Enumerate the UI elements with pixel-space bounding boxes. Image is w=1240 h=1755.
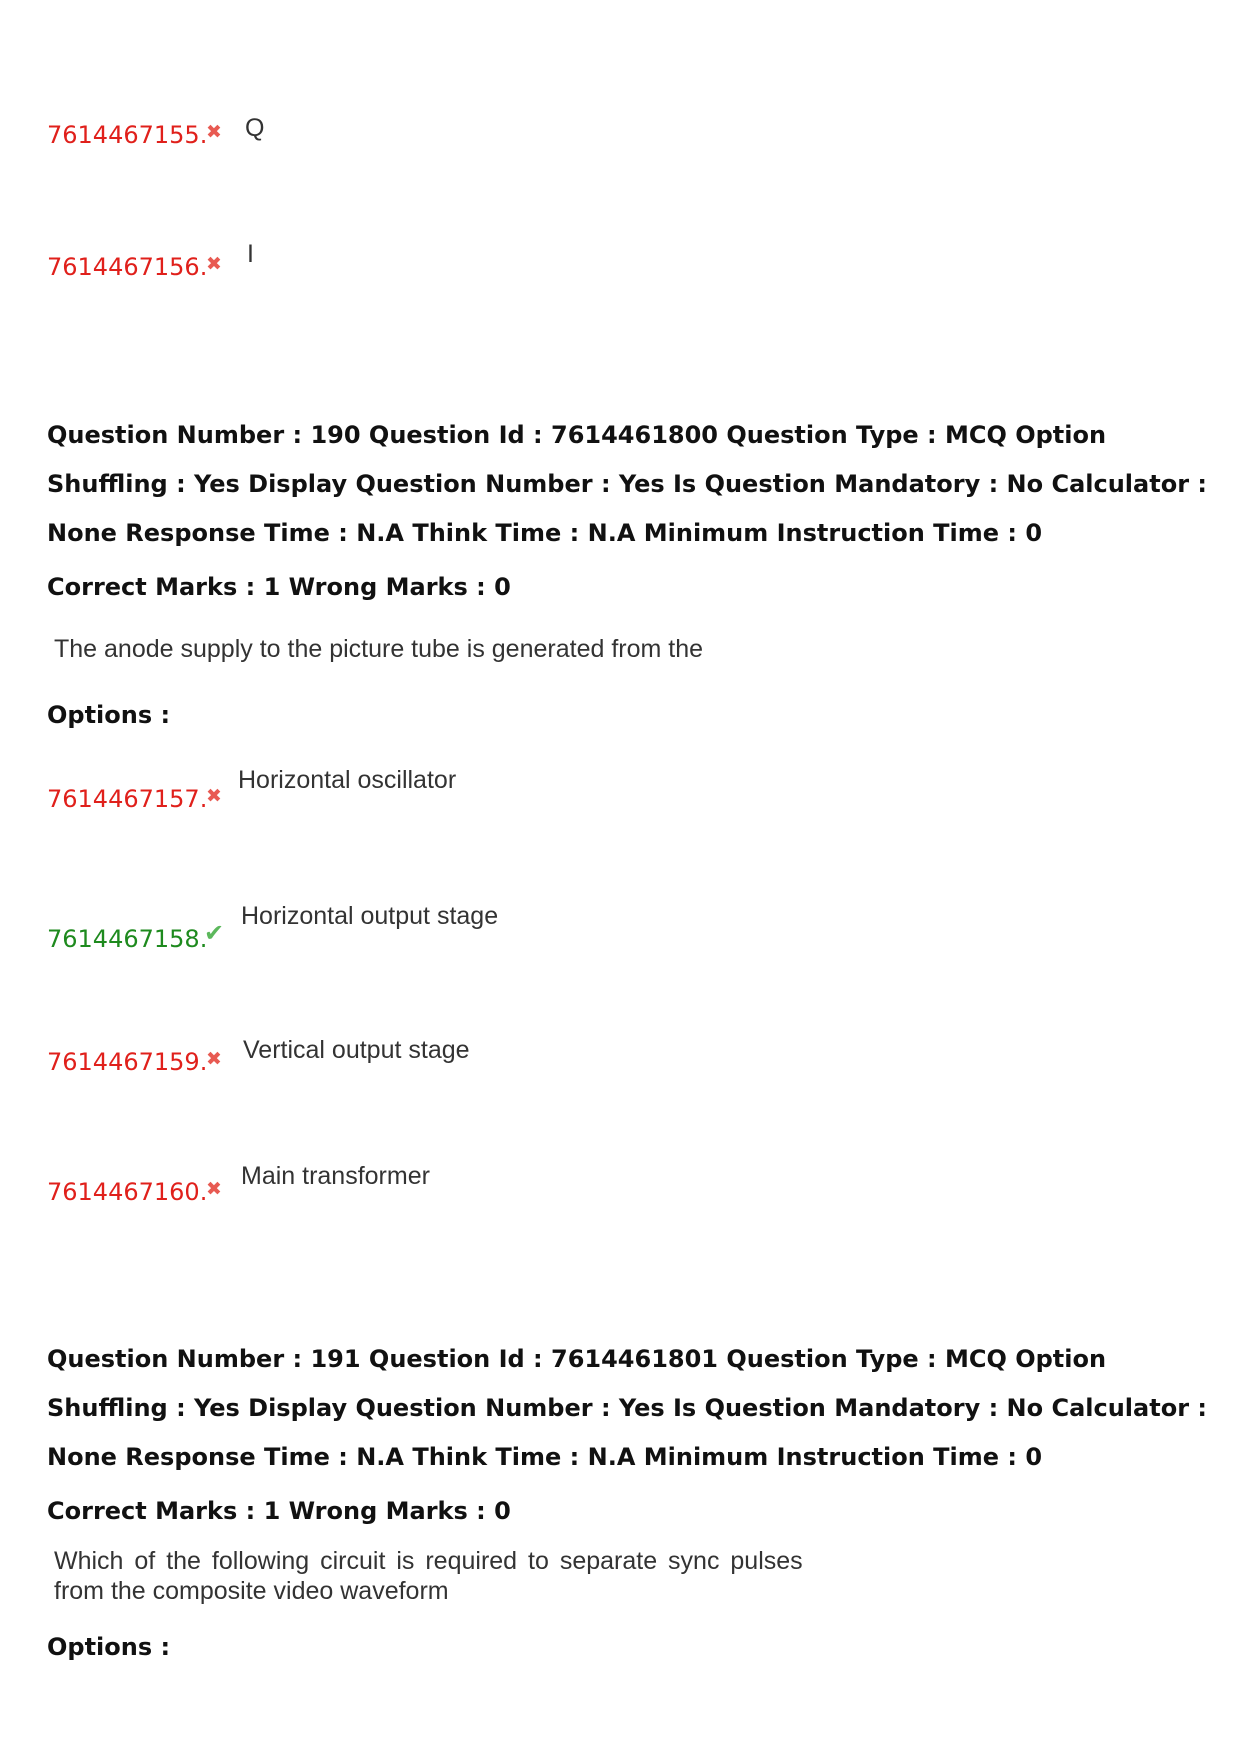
cross-icon: ✖ (206, 253, 222, 275)
cross-icon: ✖ (206, 1048, 222, 1070)
check-icon: ✔ (204, 919, 225, 947)
question-meta: Question Number : 190 Question Id : 7614461800 Question Type : MCQ Option Shuffling : Yes Display Question Number : Yes Is Question Mandatory : No Calculator : None Response Time : N.A Think Time : N.A Minimum Instruction Time : 0 (47, 421, 1207, 547)
option-text: I (247, 240, 254, 268)
option-id: 7614467157. (47, 785, 208, 813)
cross-icon: ✖ (206, 1178, 222, 1200)
options-label: Options : (47, 1633, 171, 1661)
option-id: 7614467159. (47, 1048, 208, 1076)
option-id: 7614467158. (47, 925, 208, 953)
option-text: Vertical output stage (243, 1036, 470, 1064)
options-label: Options : (47, 701, 171, 729)
question-marks: Correct Marks : 1 Wrong Marks : 0 (47, 573, 511, 601)
option-text: Q (245, 114, 265, 142)
option-id: 7614467155. (47, 121, 208, 149)
cross-icon: ✖ (206, 121, 222, 143)
cross-icon: ✖ (206, 785, 222, 807)
option-text: Horizontal oscillator (238, 766, 457, 794)
question-text-line-2: from the composite video waveform (54, 1577, 449, 1605)
option-text: Main transformer (241, 1162, 430, 1190)
question-marks: Correct Marks : 1 Wrong Marks : 0 (47, 1497, 511, 1525)
option-text: Horizontal output stage (241, 902, 499, 930)
option-id: 7614467160. (47, 1178, 208, 1206)
question-text: The anode supply to the picture tube is generated from the (54, 635, 704, 663)
question-text-line-1: Which of the following circuit is required to separate sync pulses (54, 1547, 803, 1575)
question-meta: Question Number : 191 Question Id : 7614461801 Question Type : MCQ Option Shuffling : Yes Display Question Number : Yes Is Question Mandatory : No Calculator : None Response Time : N.A Think Time : N.A Minimum Instruction Time : 0 (47, 1345, 1207, 1471)
option-id: 7614467156. (47, 253, 208, 281)
